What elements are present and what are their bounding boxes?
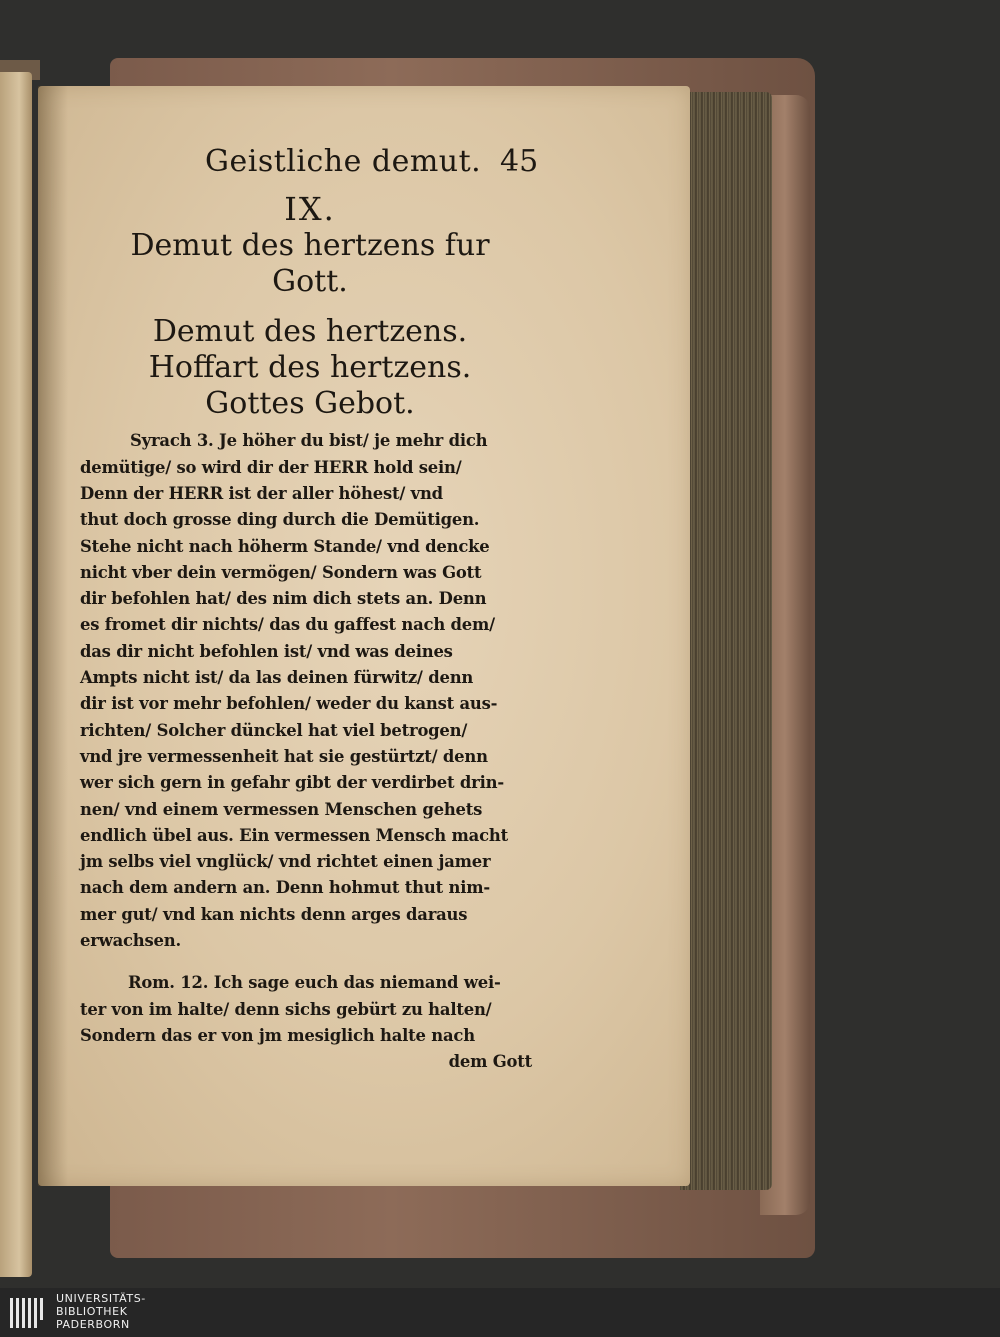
text-line: Syrach 3. Je höher du bist/ je mehr dich (130, 431, 488, 451)
text-line: endlich übel aus. Ein vermessen Mensch macht (80, 825, 508, 845)
text-line: Sondern das er von jm mesiglich halte nach (80, 1025, 475, 1045)
page-fore-edge (680, 92, 772, 1190)
text-line: nicht vber dein vermögen/ Sondern was Gott (80, 562, 482, 582)
page-gutter-shadow (38, 86, 68, 1186)
text-line: richten/ Solcher dünckel hat viel betrogen/ (80, 720, 468, 740)
text-line: es fromet dir nichts/ das du gaffest nach dem/ (80, 615, 495, 635)
library-logo-icon (8, 1296, 48, 1330)
section-number: IX. (284, 190, 336, 228)
text-line: dir ist vor mehr befohlen/ weder du kanst aus- (80, 694, 498, 714)
left-page-edge (0, 72, 32, 1277)
running-head (80, 140, 540, 188)
text-line: nach dem andern an. Denn hohmut thut nim- (80, 878, 490, 898)
text-line: dir befohlen hat/ des nim dich stets an. Denn (80, 589, 487, 609)
text-line: erwachsen. (80, 931, 181, 951)
paragraph-sirach (80, 428, 540, 954)
library-name (56, 1292, 146, 1331)
text-line: Stehe nicht nach höherm Stande/ vnd dencke (80, 536, 490, 556)
catchword: dem Gott (448, 1052, 532, 1072)
text-line: ter von im halte/ denn sichs gebürt zu halten/ (80, 999, 492, 1019)
text-line: Ampts nicht ist/ da las deinen fürwitz/ denn (80, 668, 474, 688)
library-footer-bar (0, 1288, 1000, 1337)
subheading-humility: Demut des hertzens. (152, 314, 468, 350)
section-title-line2: Gott. (272, 264, 348, 300)
running-title: Geistliche demut. (205, 144, 482, 179)
section-title-line1: Demut des hertzens fur (130, 228, 490, 264)
text-line: nen/ vnd einem vermessen Menschen gehets (80, 799, 483, 819)
text-line: jm selbs viel vnglück/ vnd richtet einen jamer (80, 852, 491, 872)
library-name-line1: UNIVERSITÄTS- (56, 1292, 146, 1305)
text-line: das dir nicht befohlen ist/ vnd was deines (80, 641, 453, 661)
text-line: vnd jre vermessenheit hat sie gestürtzt/ denn (80, 746, 488, 766)
subheading-commandment: Gottes Gebot. (205, 386, 415, 422)
subheading-pride: Hoffart des hertzens. (148, 350, 472, 386)
page-text (80, 140, 540, 1076)
text-line: wer sich gern in gefahr gibt der verdirbet drin- (80, 773, 504, 793)
text-line: mer gut/ vnd kan nichts denn arges daraus (80, 904, 468, 924)
page-number: 45 (500, 144, 539, 179)
library-name-line2: BIBLIOTHEK (56, 1305, 128, 1318)
text-line: thut doch grosse ding durch die Demütigen. (80, 510, 480, 530)
paragraph-romans (80, 970, 540, 1075)
text-line: demütige/ so wird dir der HERR hold sein/ (80, 457, 462, 477)
library-name-line3: PADERBORN (56, 1318, 130, 1331)
text-line: Rom. 12. Ich sage euch das niemand wei- (128, 973, 501, 993)
text-line: Denn der HERR ist der aller höhest/ vnd (80, 483, 443, 503)
